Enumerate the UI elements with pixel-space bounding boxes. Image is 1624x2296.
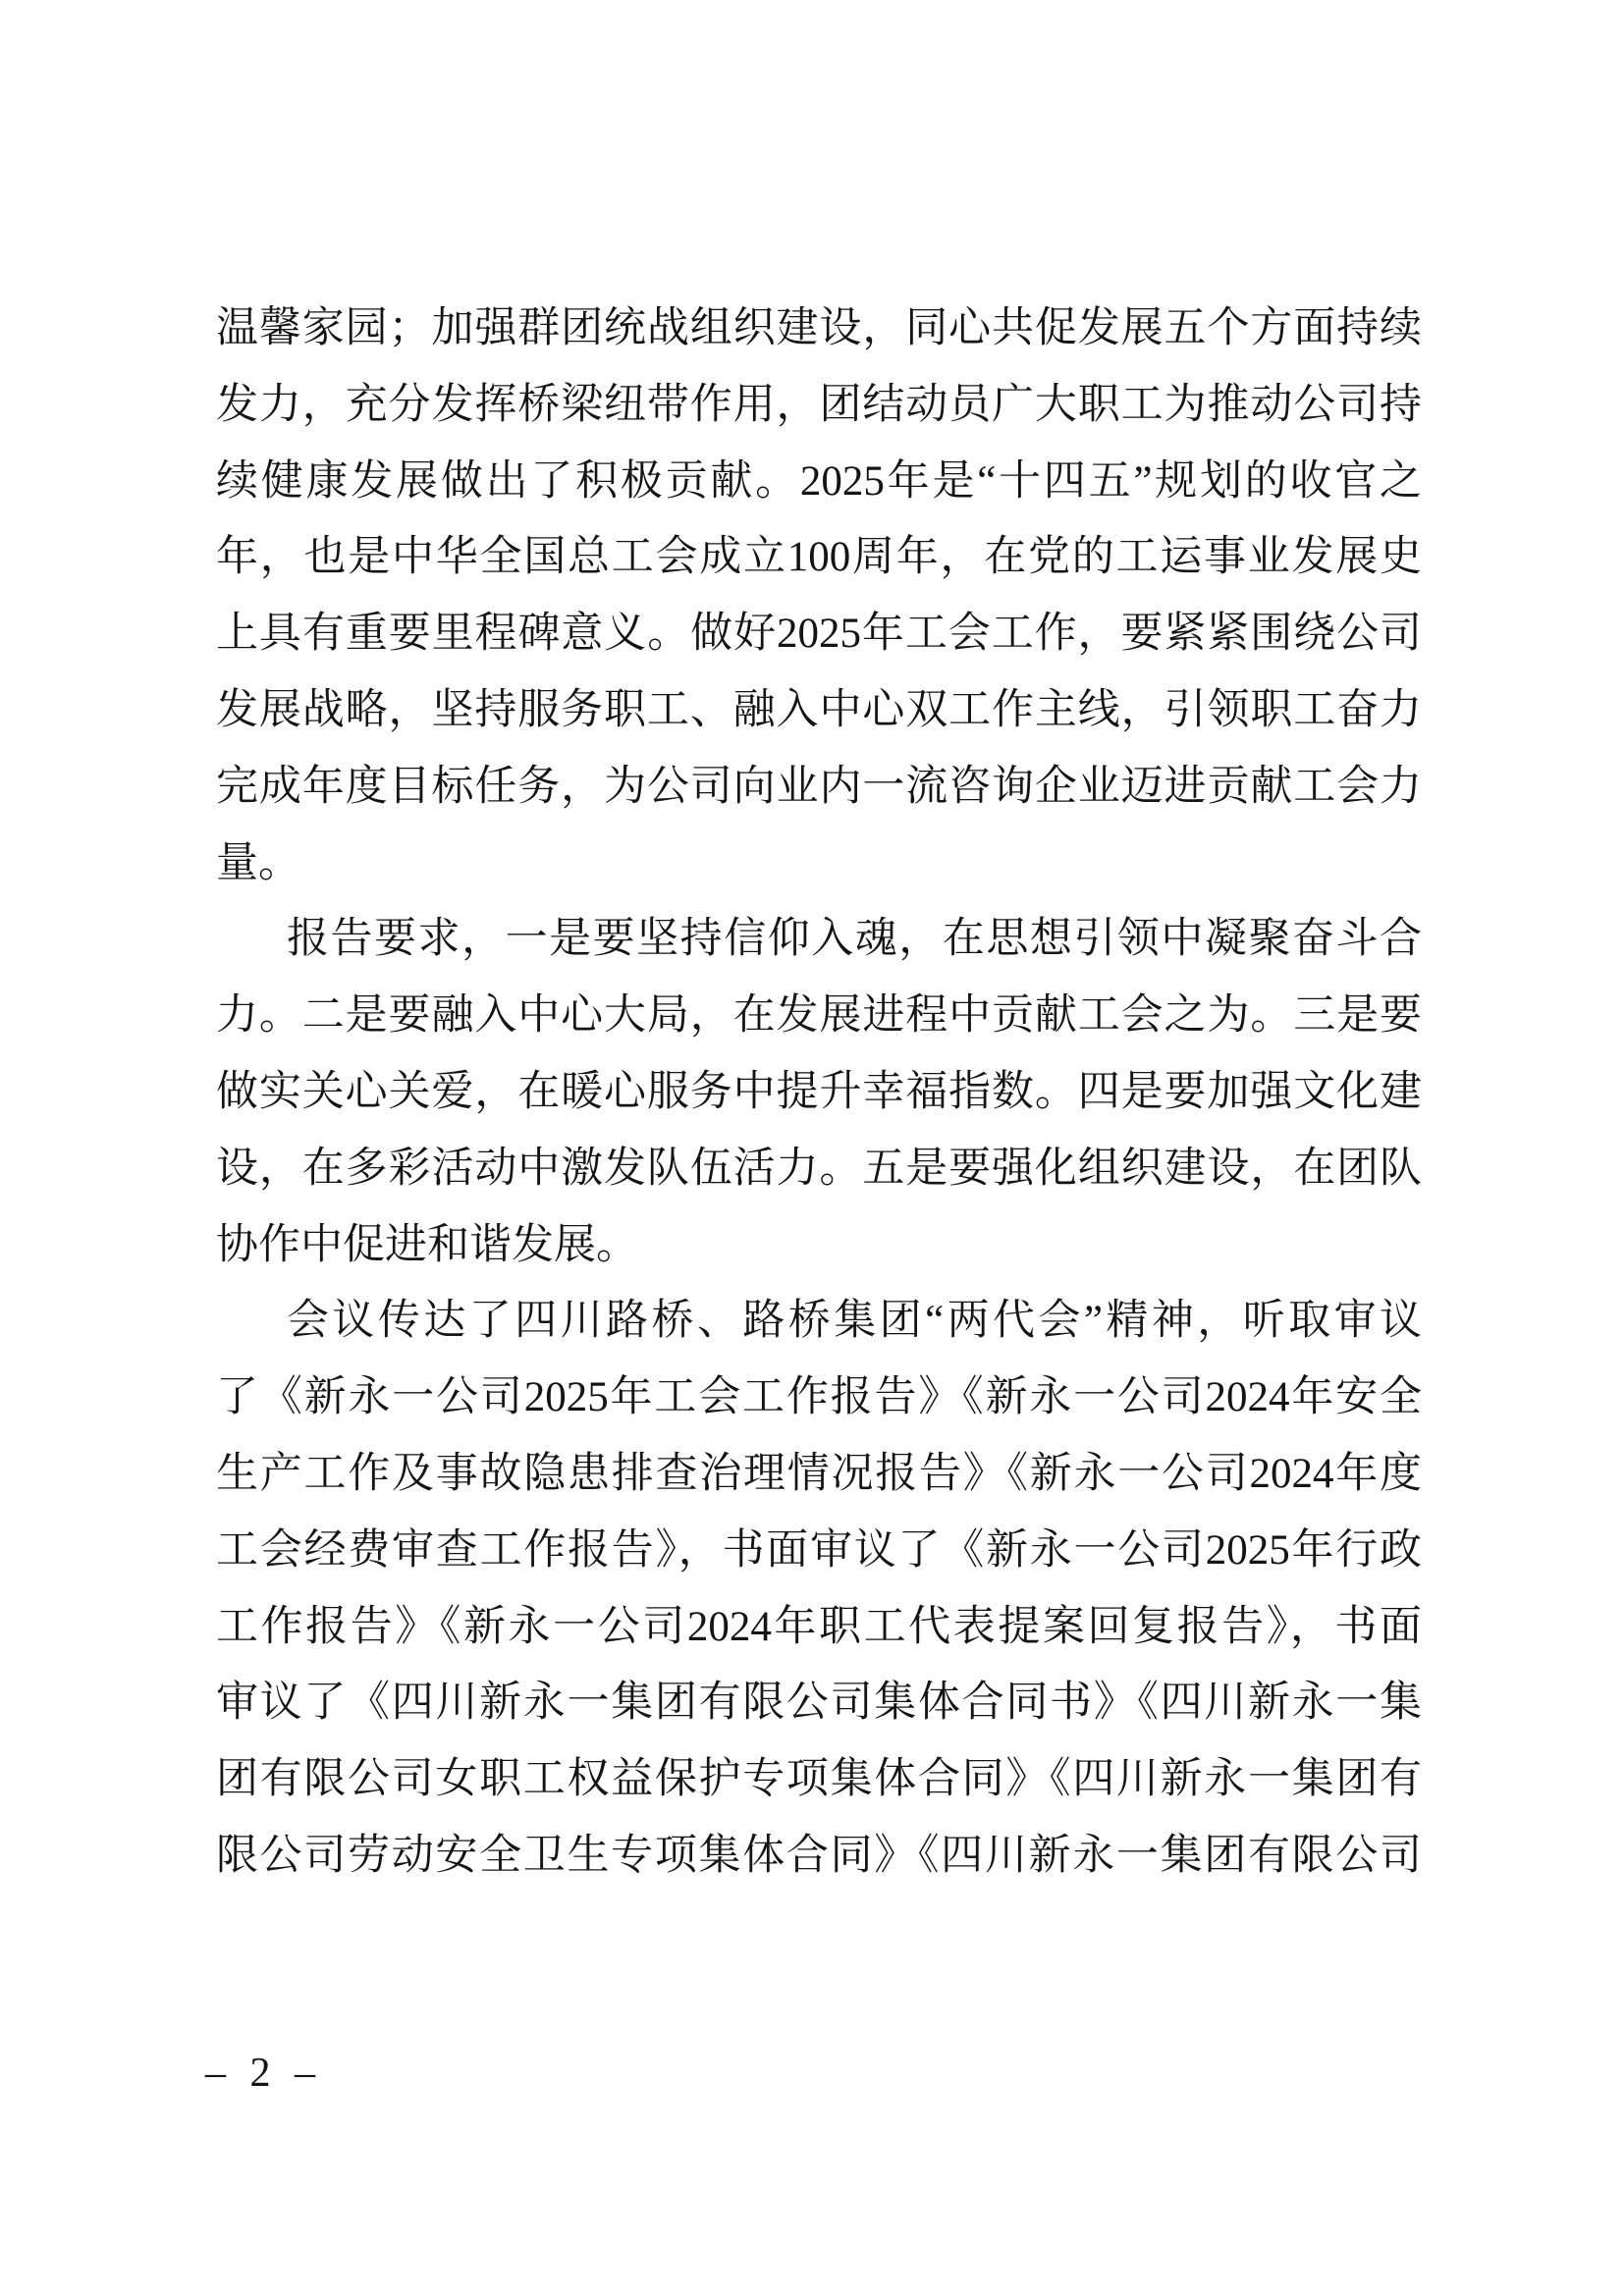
text-line: 会议传达了四川路桥、路桥集团“两代会”精神，听取审议 bbox=[287, 1298, 1422, 1345]
text-line: 完成年度目标任务，为公司向业内一流咨询企业迈进贡献工会力 bbox=[216, 763, 1422, 810]
text-line: 力。二是要融入中心大局，在发展进程中贡献工会之为。三是要 bbox=[216, 992, 1422, 1040]
text-line: 限公司劳动安全卫生专项集体合同》《四川新永一集团有限公司 bbox=[216, 1832, 1422, 1879]
text-line: 生产工作及事故隐患排查治理情况报告》《新永一公司2024年度 bbox=[216, 1450, 1422, 1497]
page-number: – 2 – bbox=[205, 2051, 322, 2096]
text-line: 续健康发展做出了积极贡献。2025年是“十四五”规划的收官之 bbox=[216, 457, 1422, 505]
text-line: 工作报告》《新永一公司2024年职工代表提案回复报告》，书面 bbox=[216, 1603, 1422, 1650]
text-line: 上具有重要里程碑意义。做好2025年工会工作，要紧紧围绕公司 bbox=[216, 611, 1422, 658]
text-line: 年，也是中华全国总工会成立100周年，在党的工运事业发展史 bbox=[216, 534, 1422, 581]
text-line: 报告要求，一是要坚持信仰入魂，在思想引领中凝聚奋斗合 bbox=[287, 916, 1422, 963]
text-line: 做实关心关爱，在暖心服务中提升幸福指数。四是要加强文化建 bbox=[216, 1068, 1422, 1115]
text-line: 了《新永一公司2025年工会工作报告》《新永一公司2024年安全 bbox=[216, 1374, 1422, 1421]
text-line: 团有限公司女职工权益保护专项集体合同》《四川新永一集团有 bbox=[216, 1756, 1422, 1803]
text-line: 量。 bbox=[216, 839, 300, 886]
text-line: 审议了《四川新永一集团有限公司集体合同书》《四川新永一集 bbox=[216, 1680, 1422, 1727]
text-line: 设，在多彩活动中激发队伍活力。五是要强化组织建设，在团队 bbox=[216, 1145, 1422, 1192]
text-line: 温馨家园；加强群团统战组织建设，同心共促发展五个方面持续 bbox=[216, 305, 1422, 351]
text-line: 发力，充分发挥桥梁纽带作用，团结动员广大职工为推动公司持 bbox=[216, 381, 1422, 428]
text-line: 工会经费审查工作报告》，书面审议了《新永一公司2025年行政 bbox=[216, 1526, 1422, 1574]
document-body bbox=[216, 291, 1422, 1895]
text-line: 发展战略，坚持服务职工、融入中心双工作主线，引领职工奋力 bbox=[216, 686, 1422, 733]
text-line: 协作中促进和谐发展。 bbox=[216, 1221, 638, 1268]
